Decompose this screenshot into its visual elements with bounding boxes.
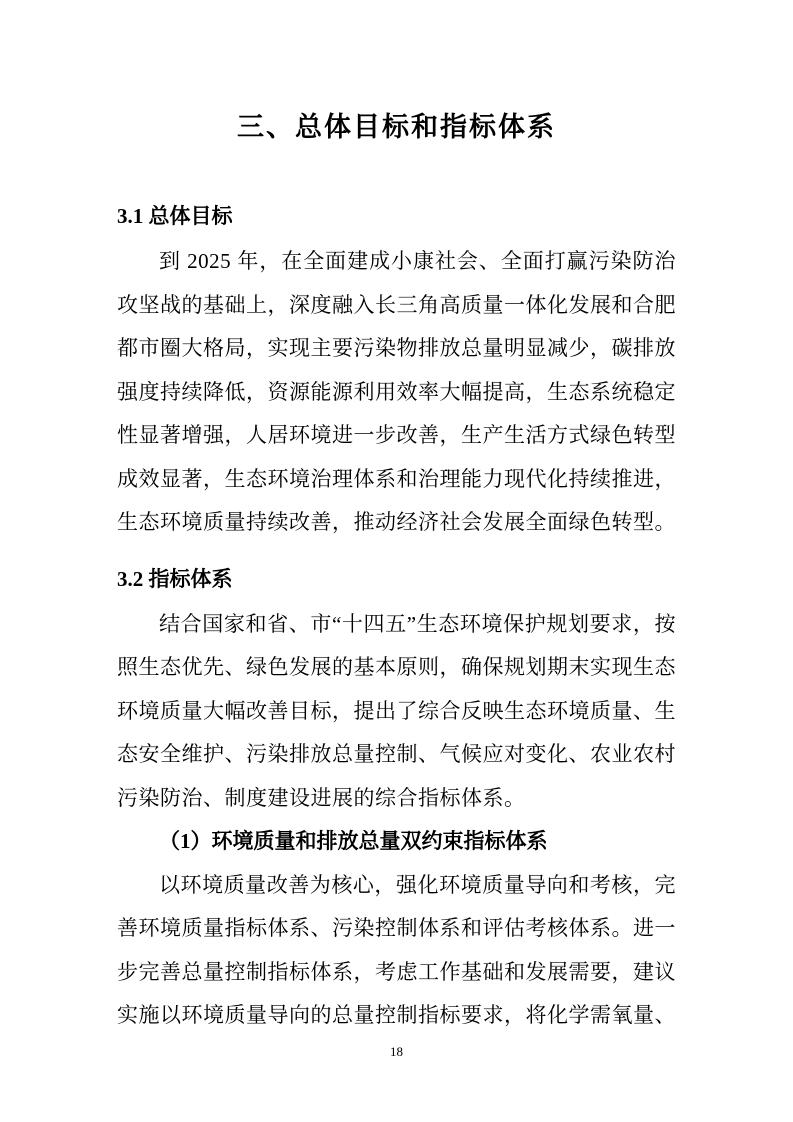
section-3-1-paragraph: 到 2025 年，在全面建成小康社会、全面打赢污染防治攻坚战的基础上，深度融入长三角高质量一体化发展和合肥都市圈大格局，实现主要污染物排放总量明显减少，碳排放强度持续降低，资源能源利用效率大幅提高，生态系统稳定性显著增强，人居环境进一步改善，生产生活方式绿色转型成效显著，生态环境治理体系和治理能力现代化持续推进，生态环境质量持续改善，推动经济社会发展全面绿色转型。: [117, 249, 676, 534]
page-number: 18: [390, 1044, 403, 1059]
chapter-title: 三、总体目标和指标体系: [237, 112, 556, 142]
sub-heading-indicator-system: （1）环境质量和排放总量双约束指标体系: [159, 829, 548, 853]
section-3-2-paragraph: 结合国家和省、市“十四五”生态环境保护规划要求，按照生态优先、绿色发展的基本原则，确保规划期末实现生态环境质量大幅改善目标，提出了综合反映生态环境质量、生态安全维护、污染排放总量控制、气候应对变化、农业农村污染防治、制度建设进展的综合指标体系。: [117, 611, 676, 810]
section-heading-3-1: 3.1 总体目标: [117, 204, 233, 228]
sub-section-paragraph: 以环境质量改善为核心，强化环境质量导向和考核，完善环境质量指标体系、污染控制体系和评估考核体系。进一步完善总量控制指标体系，考虑工作基础和发展需要，建议实施以环境质量导向的总量控制指标要求，将化学需氧量、: [117, 872, 676, 1027]
section-heading-3-2: 3.2 指标体系: [117, 566, 233, 591]
